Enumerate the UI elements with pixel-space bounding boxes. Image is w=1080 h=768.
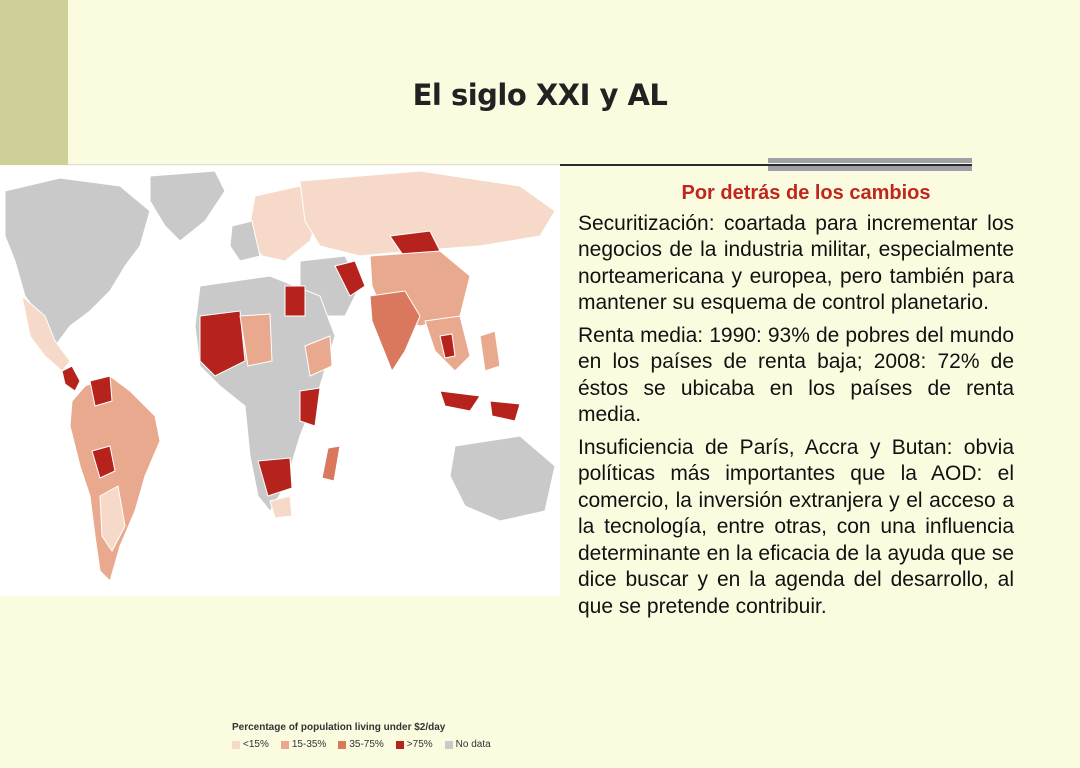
legend-label: 15-35% [291,739,327,750]
legend-swatch [232,741,240,749]
legend-label: 35-75% [349,739,384,750]
map-legend [232,722,552,750]
legend-swatch [338,741,346,749]
legend-label: <15% [243,739,269,750]
world-map-graphic [0,166,560,596]
legend-item-lt15 [232,739,269,750]
paragraph-securitizacion: Securitización: coartada para incrementar los negocios de la industria militar, especialmente norteamericana y europea, pero también para mantener su esquema de control planetario. [578,211,1014,314]
paragraph-insuficiencia: Insuficiencia de París, Accra y Butan: obvia políticas más importantes que la AOD: el comercio, la inversión extranjera y el acceso a la tecnología, entre otras, con una influencia determinante en la eficacia de la ayuda que se dice buscar y en la agenda del desarrollo, al que se pretende contribuir. [578,435,1014,618]
slide-title: El siglo XXI y AL [412,78,668,112]
legend-item-gt75 [396,739,433,750]
slide-body [578,180,1014,626]
legend-swatch [445,741,453,749]
legend-swatch [396,741,404,749]
legend-item-15-35 [281,739,326,750]
legend-title: Percentage of population living under $2/day [232,722,446,733]
decorative-bars [768,158,972,178]
legend-item-no-data [445,739,491,750]
legend-label: >75% [406,739,433,750]
world-poverty-map [0,166,560,750]
legend-label: No data [455,739,491,750]
title-divider-light [68,164,568,165]
legend-item-35-75 [338,739,383,750]
slide-subtitle: Por detrás de los cambios [681,182,931,204]
paragraph-renta-media: Renta media: 1990: 93% de pobres del mundo en los países de renta baja; 2008: 72% de éstos se ubicaba en los países de renta media. [578,323,1014,426]
legend-swatch [281,741,289,749]
